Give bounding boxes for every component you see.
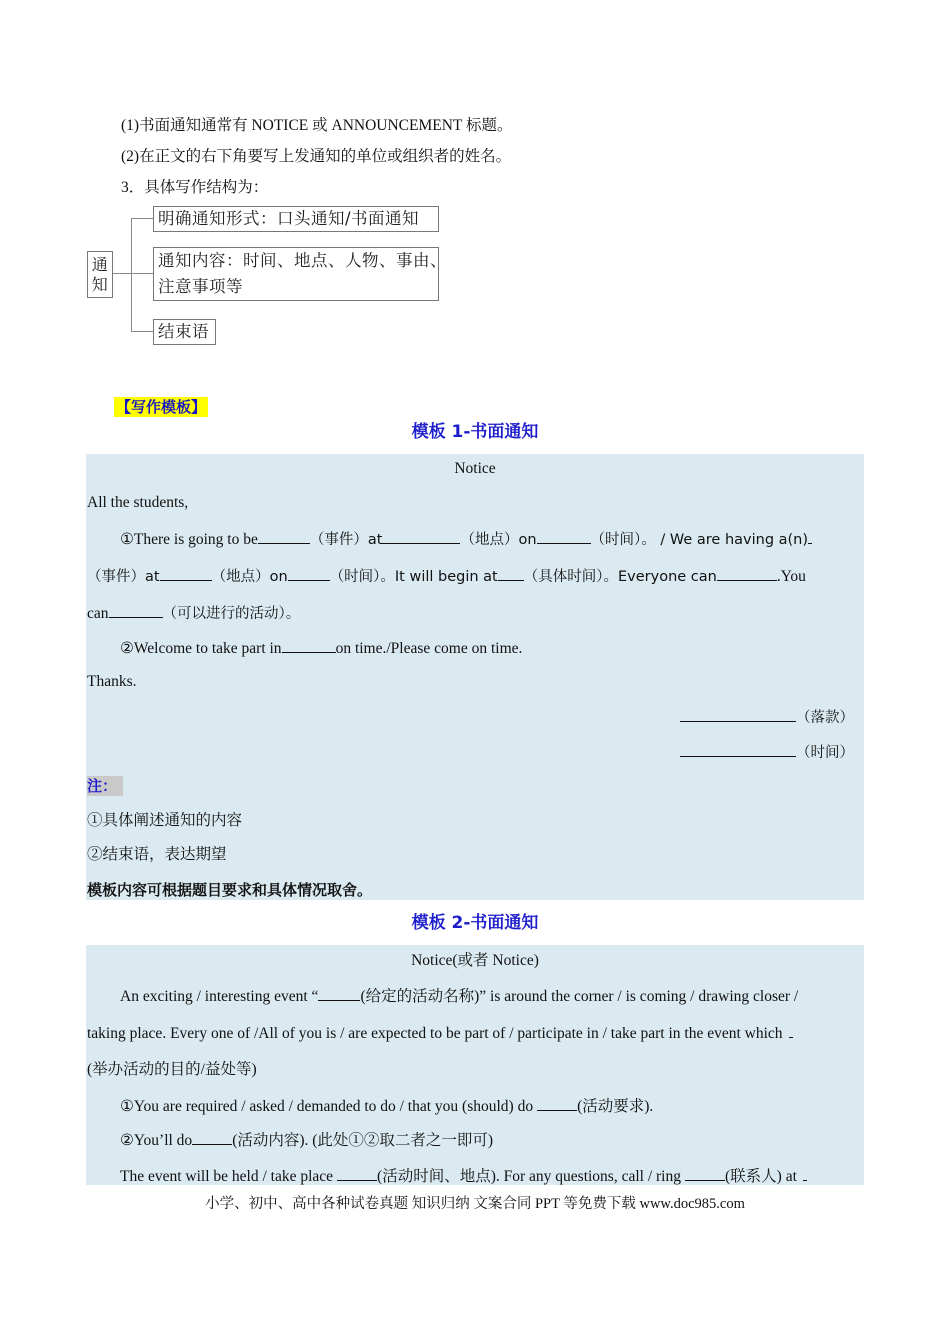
blank[interactable] [160,566,212,581]
template2-line-4: ①You are required / asked / demanded to do / that you (should) do (活动要求). [120,1098,654,1115]
diagram-branch-2 [131,273,153,274]
template1-line-4: ②Welcome to take part in on time./Please come on time. [120,640,523,657]
blank[interactable] [337,1166,377,1181]
template2-heading: 模板 2-书面通知 [411,913,539,933]
template1-note-2: ②结束语，表达期望 [87,846,227,863]
blank[interactable] [382,529,460,544]
diagram-bracket [131,218,132,331]
template1-title: Notice [454,460,496,477]
template2-title: Notice(或者 Notice) [411,952,539,969]
diagram-branch-1 [131,218,153,219]
template1-note-3: 模板内容可根据题目要求和具体情况取舍。 [87,881,373,899]
blank[interactable] [680,742,796,757]
blank[interactable] [282,638,336,653]
template1-heading: 模板 1-书面通知 [411,422,539,442]
template1-line-2: （事件）at （地点）on （时间）。It will begin at （具体时间）。Everyone can .You [87,568,806,585]
template1-note-1: ①具体阐述通知的内容 [87,812,243,829]
template2-line-5: ②You’ll do (活动内容). (此处①②取二者之一即可) [120,1132,494,1149]
template2-line-3: (举办活动的目的/益处等) [87,1061,257,1078]
template1-date: （时间） [680,742,854,763]
template2-line-2: taking place. Every one of /All of you is / are expected to be part of / participate in / take part in the event which [87,1023,793,1044]
blank[interactable] [717,566,777,581]
template1-panel [86,454,864,900]
blank[interactable] [288,566,330,581]
template1-signature: （落款） [680,707,854,728]
blank[interactable] [498,566,524,581]
template1-line-3: can （可以进行的活动）。 [87,605,301,622]
template2-line-6: The event will be held / take place (活动时间、地点). For any questions, call / ring (联系人) at [120,1166,807,1187]
diagram-box-form: 明确通知形式：口头通知/书面通知 [153,206,439,232]
blank[interactable] [789,1023,793,1038]
template1-salutation: All the students, [87,494,189,511]
blank[interactable] [192,1130,232,1145]
intro-line-1: (1)书面通知通常有 NOTICE 或 ANNOUNCEMENT 标题。 [121,117,513,134]
blank[interactable] [258,529,310,544]
template2-line-1: An exciting / interesting event “ (给定的活动名称)” is around the corner / is coming / drawing closer / [120,988,799,1005]
template1-thanks: Thanks. [87,673,137,690]
blank[interactable] [803,1166,807,1181]
blank[interactable] [537,529,591,544]
intro-line-2: (2)在正文的右下角要写上发通知的单位或组织者的姓名。 [121,148,512,165]
diagram-box-ending: 结束语 [153,319,216,345]
template1-line-1: ①There is going to be （事件）at （地点）on （时间）。 / We are having a(n) [120,529,812,550]
intro-line-3: 3．具体写作结构为： [121,179,269,196]
diagram-root: 通知 [87,251,113,298]
blank[interactable] [318,986,360,1001]
diagram-connector [113,273,131,274]
blank[interactable] [680,707,796,722]
section-tag: 【写作模板】 [116,398,207,416]
blank[interactable] [808,529,812,544]
page-footer: 小学、初中、高中各种试卷真题 知识归纳 文案合同 PPT 等免费下载 www.doc985.com [205,1196,745,1212]
diagram-branch-3 [131,331,153,332]
blank[interactable] [537,1096,577,1111]
blank[interactable] [685,1166,725,1181]
blank[interactable] [109,603,163,618]
diagram-box-content: 通知内容：时间、地点、人物、事由、 注意事项等 [153,247,439,301]
template1-note-tag: 注： [87,776,123,796]
